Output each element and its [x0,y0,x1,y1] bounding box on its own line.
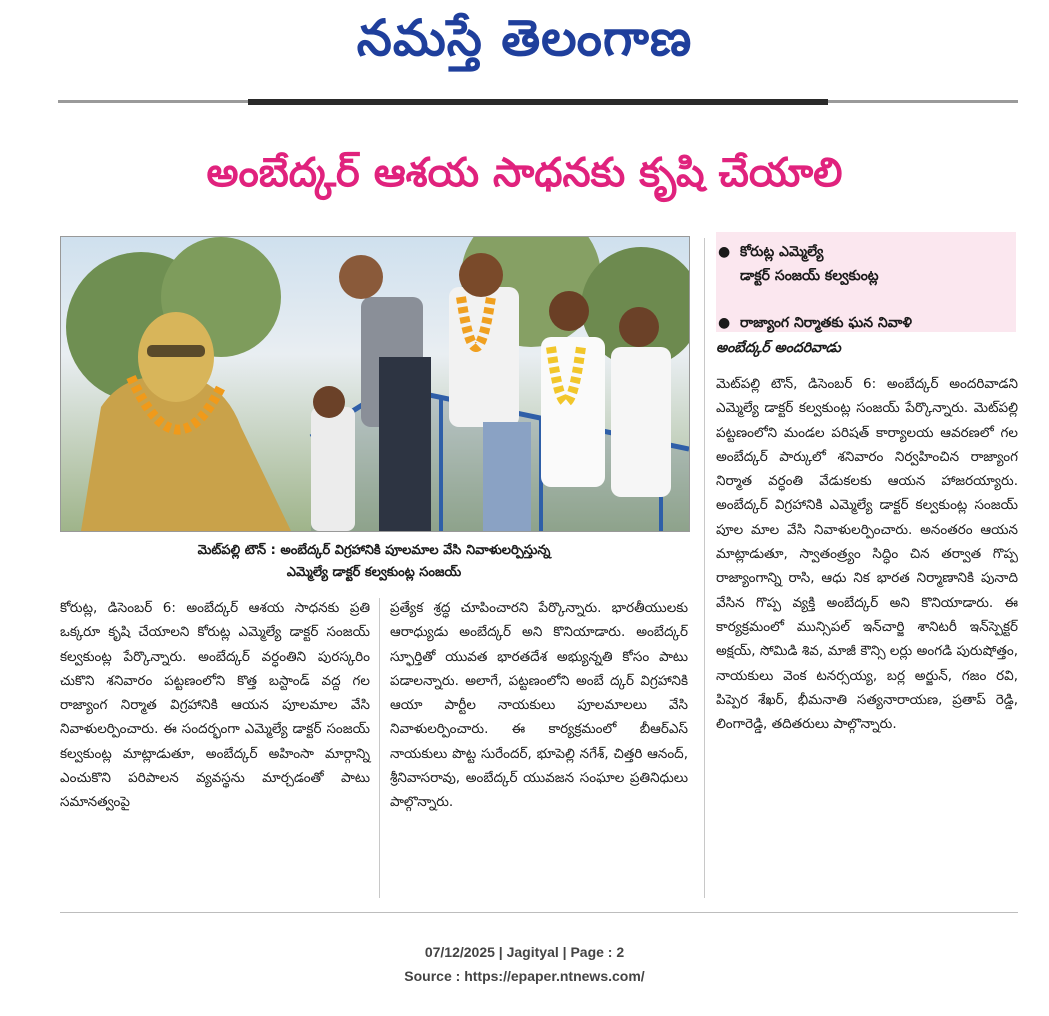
column-divider [379,598,380,898]
article-column-1 [60,596,370,815]
news-photo [60,236,690,532]
bullet-icon: ● [718,315,740,331]
edition-info: 07/12/2025 | Jagityal | Page : 2 [424,944,625,960]
highlight-subtext: అంబేద్కర్ అందరివాడు [716,340,841,356]
masthead-rule-accent [248,99,828,105]
article-text: మెట్‌పల్లి టౌన్, డిసెంబర్ 6: అంబేద్కర్ అందరివాడని ఎమ్మెల్యే డాక్టర్ కల్వకుంట్ల సంజయ్ పేర్కొన్నారు. మెట్‌పల్లి పట్టణంలోని మండల పరిషత్ కార్యాలయ ఆవరణలో గల అంబేద్కర్ పార్కులో శనివారం నిర్వహించిన రాజ్యాంగ నిర్మాత వర్ధంతి వేడుకలకు ఆయన హాజరయ్యారు. అంబేద్కర్ విగ్రహానికి ఎమ్మెల్యే డాక్టర్ కల్వకుంట్ల సంజయ్ పూల మాల వేసి నివాళులర్పించారు. అనంతరం ఆయన మాట్లాడుతూ, స్వాతంత్ర్యం సిద్ధిం చిన తర్వాత గొప్ప రాజ్యాంగాన్ని రాసి, ఆధు నిక భారత నిర్మాణానికి పునాది వేసిన గొప్ప వ్యక్తి అంబేద్కర్ అని కొనియాడారు. ఈ కార్యక్రమంలో మున్సిపల్ ఇన్‌చార్జి శానిటరీ ఇన్‌స్పెక్టర్ అక్షయ్, సోమిడి శివ, మాజీ కౌన్సి లర్లు అంగడి పురుషోత్తం, నాయకులు వెంక టనర్సయ్య, బర్ల అర్జున్, గజం రవి, పిప్పెర శేఖర్, భీమనాతి సత్యనారాయణ, ప్రతాప్ రెడ్డి, లింగారెడ్డి, తదితరులు పాల్గొన్నారు. [716,376,1018,733]
highlight-text-cont: డాక్టర్ సంజయ్ కల్వకుంట్ల [740,268,879,284]
article-text: కోరుట్ల, డిసెంబర్ 6: అంబేద్కర్ ఆశయ సాధనకు ప్రతి ఒక్కరూ కృషి చేయాలని కోరుట్ల ఎమ్మెల్యే డాక్టర్ సంజయ్ కల్వకుంట్ల పేర్కొన్నారు. అంబేద్కర్ వర్ధంతిని పురస్కరిం చుకొని శనివారం పట్టణంలోని కొత్త బస్టాండ్ వద్ద గల రాజ్యాంగ నిర్మాత విగ్రహానికి ఆయన పూలమాల వేసి నివాళులర్పించారు. ఈ సందర్భంగా ఎమ్మెల్యే డాక్టర్ సంజయ్ కల్వకుంట్ల మాట్లాడుతూ, అంబేద్కర్ అహింసా మార్గాన్ని ఎంచుకొని పరిపాలన వ్యవస్థను మార్చడంతో పాటు సమానత్వంపై [60,600,370,811]
photo-caption-line2: ఎమ్మెల్యే డాక్టర్ కల్వకుంట్ల సంజయ్ [286,565,462,580]
article-column-2 [390,596,688,815]
bullet-icon: ● [718,244,740,260]
source-link[interactable]: Source : https://epaper.ntnews.com/ [404,968,645,984]
photo-illustration [61,237,689,531]
highlight-text: రాజ్యాంగ నిర్మాతకు ఘన నివాళి [739,315,913,331]
footer-rule [60,912,1018,913]
highlight-item [718,311,1008,335]
article-column-3 [716,372,1018,736]
article-headline: అంబేద్కర్ ఆశయ సాధనకు కృషి చేయాలి [206,150,843,196]
highlight-item [718,240,1008,288]
highlight-text: కోరుట్ల ఎమ్మెల్యే [739,244,824,260]
article-text: ప్రత్యేక శ్రద్ధ చూపించారని పేర్కొన్నారు. భారతీయులకు ఆరాధ్యుడు అంబేద్కర్ అని కొనియాడారు. అంబేద్కర్ స్ఫూర్తితో యువత భారతదేశ అభ్యున్నతి కోసం పాటు పడాలన్నారు. అలాగే, పట్టణంలోని అంబే ద్కర్ విగ్రహానికి ఆయా పార్టీల నాయకులు పూలమాలలు వేసి నివాళులర్పించారు. ఈ కార్యక్రమంలో బీఆర్‌ఎస్ నాయకులు పొట్ట సురేందర్, భూపెల్లి నగేశ్, చిత్తరి ఆనంద్, శ్రీనివాసరావు, అంబేద్కర్ యువజన సంఘాల ప్రతినిధులు పాల్గొన్నారు. [390,600,688,811]
newspaper-masthead: నమస్తే తెలంగాణ [356,8,693,67]
photo-caption [60,540,688,584]
column-divider [704,238,705,898]
photo-caption-line1: మెట్‌పల్లి టౌన్ : అంబేద్కర్ విగ్రహానికి పూలమాల వేసి నివాళులర్పిస్తున్న [197,543,551,558]
